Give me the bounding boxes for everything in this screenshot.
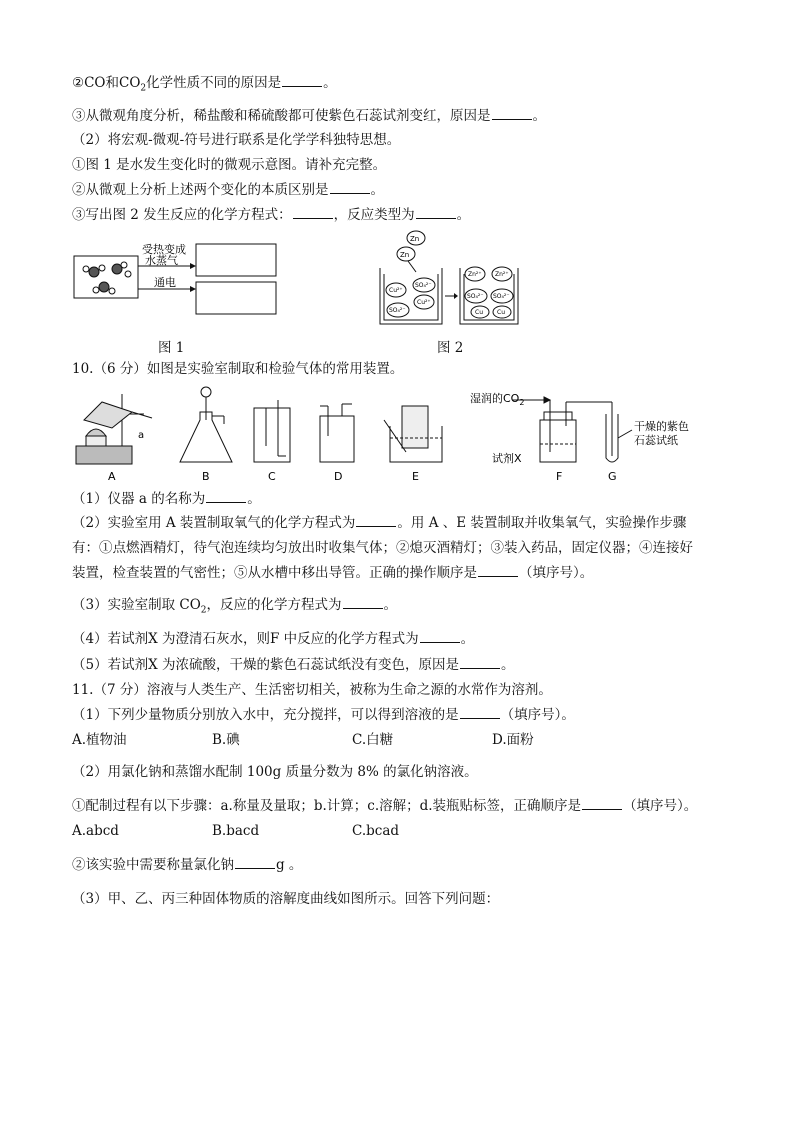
label-A: A	[108, 470, 116, 483]
answer-blank[interactable]	[282, 74, 322, 87]
text: 。	[532, 108, 546, 124]
text: 。	[383, 597, 398, 613]
apparatus-c	[254, 400, 290, 462]
q10-5	[72, 656, 515, 674]
label-paper-1: 干燥的紫色	[634, 420, 689, 433]
text: （填序号）。	[519, 565, 594, 581]
text: ②从微观上分析上述两个变化的本质区别是	[72, 182, 329, 198]
figure-2-diagram	[376, 228, 520, 328]
text: （3）实验室制取 CO	[72, 597, 201, 613]
beaker-left	[380, 268, 442, 324]
q9-2-1: ①图 1 是水发生变化时的微观示意图。请补充完整。	[72, 157, 387, 173]
text: g 。	[276, 857, 303, 873]
label-co2: 湿润的$CO_2$	[470, 392, 525, 407]
label-vapor: 水蒸气	[145, 254, 178, 267]
answer-blank[interactable]	[478, 564, 518, 577]
text: 。用 A 、E 装置制取并收集氧气，实验操作步骤	[397, 515, 687, 531]
text: ，反应的化学方程式为	[206, 597, 342, 613]
answer-box-top[interactable]	[196, 244, 276, 276]
answer-blank[interactable]	[460, 706, 500, 719]
apparatus-b	[180, 387, 232, 462]
option-a[interactable]: A.abcd	[72, 823, 119, 839]
q10-1	[72, 490, 261, 508]
water-molecule-icon	[83, 262, 131, 294]
text: ②该实验中需要称量氯化钠	[72, 857, 234, 873]
text: ③从微观角度分析，稀盐酸和稀硫酸都可使紫色石蕊试剂变红，原因是	[72, 108, 491, 124]
text: 。	[456, 207, 471, 223]
figure-1-diagram	[72, 236, 282, 326]
text: 。	[460, 631, 475, 647]
answer-blank[interactable]	[206, 490, 246, 503]
text: （1）下列少量物质分别放入水中，充分搅拌，可以得到溶液的是	[72, 707, 459, 723]
option-b[interactable]: B.bacd	[212, 823, 260, 839]
q10-3	[72, 596, 397, 620]
q11-3: （3）甲、乙、丙三种固体物质的溶解度曲线如图所示。回答下列问题：	[72, 891, 500, 907]
apparatus-a	[76, 394, 152, 464]
ion-label: SO₄²⁻	[415, 282, 432, 289]
text: 装置，检查装置的气密性；⑤从水槽中移出导管。正确的操作顺序是	[72, 565, 477, 581]
q9-1-2-line	[72, 74, 337, 98]
text: （1）仪器 a 的名称为	[72, 491, 206, 507]
apparatus-e	[384, 406, 442, 462]
text: ①配制过程有以下步骤：a.称量及量取；b.计算；c.溶解；d.装瓶贴标签，正确顺序是	[72, 798, 582, 814]
q10-2-b: 有：①点燃酒精灯，待气泡连续均匀放出时收集气体；②熄灭酒精灯；③装入药品，固定仪器；④连接好	[72, 540, 693, 556]
option-d[interactable]: D.面粉	[492, 732, 534, 748]
ion-label: Cu²⁺	[389, 287, 403, 294]
answer-blank[interactable]	[492, 107, 532, 120]
label-heat: 受热变成	[142, 243, 186, 256]
ion-label: SO₄²⁻	[389, 307, 406, 314]
option-c[interactable]: C.bcad	[352, 823, 400, 839]
apparatus-diagram	[72, 386, 712, 486]
label-C: C	[268, 470, 276, 483]
apparatus-g	[606, 402, 632, 462]
label-B: B	[202, 470, 210, 483]
text: 。	[247, 491, 261, 507]
text: ③写出图 2 发生反应的化学方程式：	[72, 207, 292, 223]
answer-blank[interactable]	[460, 656, 500, 669]
text: （填序号）。	[500, 707, 575, 723]
text: 。	[323, 75, 337, 91]
ion-label: Zn²⁺	[495, 271, 509, 278]
label-electrolysis: 通电	[154, 276, 176, 289]
ion-label: Cu	[497, 309, 505, 316]
q10-2-c	[72, 564, 593, 582]
figure-1-caption: 图 1	[158, 340, 185, 356]
answer-blank[interactable]	[293, 206, 333, 219]
q10-title: 10.（6 分）如图是实验室制取和检验气体的常用装置。	[72, 361, 404, 377]
ion-label: Zn	[410, 235, 420, 243]
text: （填序号）。	[623, 798, 698, 814]
text: （5）若试剂X 为浓硫酸，干燥的紫色石蕊试纸没有变色，原因是	[72, 657, 459, 673]
label-a: a	[138, 430, 145, 441]
ion-label: SO₄²⁻	[467, 293, 484, 300]
q11-2-2	[72, 856, 302, 874]
option-a[interactable]: A.植物油	[72, 732, 127, 748]
text: （2）实验室用 A 装置制取氧气的化学方程式为	[72, 515, 356, 531]
q9-1-3-line	[72, 107, 546, 125]
q11-2-1	[72, 797, 697, 815]
text: 。	[370, 182, 384, 198]
answer-blank[interactable]	[343, 596, 383, 609]
q10-4	[72, 630, 474, 648]
text: （4）若试剂X 为澄清石灰水，则F 中反应的化学方程式为	[72, 631, 419, 647]
label-E: E	[412, 470, 419, 483]
apparatus-f	[512, 397, 612, 462]
q11-title: 11.（7 分）溶液与人类生产、生活密切相关，被称为生命之源的水常作为溶剂。	[72, 682, 552, 698]
q9-2-3	[72, 206, 470, 224]
ion-label: Zn²⁺	[468, 271, 482, 278]
answer-blank[interactable]	[235, 856, 275, 869]
option-c[interactable]: C.白糖	[352, 732, 394, 748]
ion-label: Zn	[400, 251, 410, 259]
q9-2-2	[72, 181, 384, 199]
label-reagent-x: 试剂X	[492, 452, 522, 465]
answer-blank[interactable]	[416, 206, 456, 219]
apparatus-d	[320, 404, 354, 462]
answer-box-bottom[interactable]	[196, 282, 276, 314]
label-D: D	[334, 470, 343, 483]
subscript: 2	[140, 83, 147, 94]
subscript: 2	[200, 605, 207, 616]
q9-2-intro: （2）将宏观-微观-符号进行联系是化学学科独特思想。	[72, 132, 401, 148]
ion-label: Cu²⁺	[417, 299, 431, 306]
label-F: F	[556, 470, 563, 483]
label-G: G	[608, 470, 617, 483]
answer-blank[interactable]	[420, 630, 460, 643]
q11-1	[72, 706, 575, 724]
text: ②CO和CO	[72, 75, 141, 91]
answer-blank[interactable]	[330, 181, 370, 194]
text: 化学性质不同的原因是	[146, 75, 282, 91]
answer-blank[interactable]	[356, 514, 396, 527]
text: 。	[501, 657, 515, 673]
label-paper-2: 石蕊试纸	[634, 434, 678, 447]
answer-blank[interactable]	[582, 797, 622, 810]
ion-label: Cu	[475, 309, 483, 316]
q11-2: （2）用氯化钠和蒸馏水配制 100g 质量分数为 8% 的氯化钠溶液。	[72, 764, 478, 780]
text: ，反应类型为	[333, 207, 415, 223]
ion-label: SO₄²⁻	[493, 293, 510, 300]
option-b[interactable]: B.碘	[212, 732, 240, 748]
q10-2-a	[72, 514, 686, 532]
figure-2-caption: 图 2	[437, 340, 464, 356]
